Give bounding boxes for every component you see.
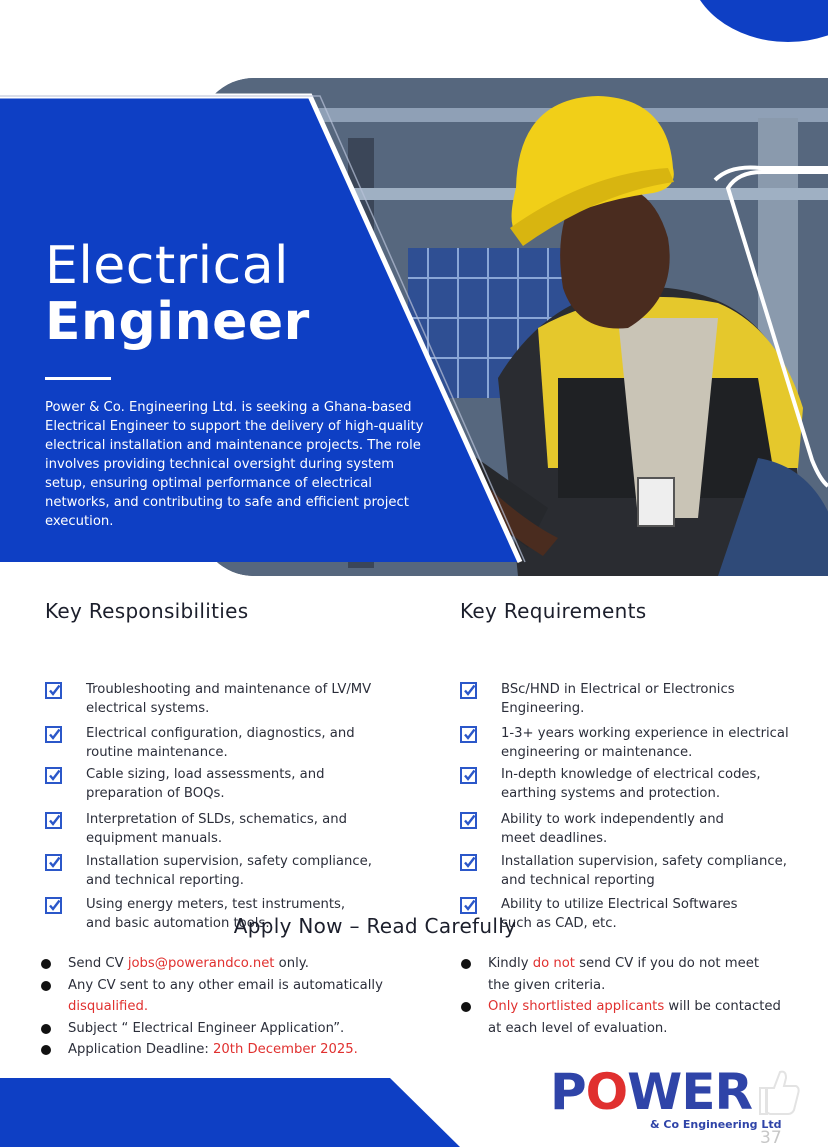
checklist-item-text: such as CAD, etc. bbox=[501, 916, 617, 931]
checklist-item-text: electrical systems. bbox=[86, 701, 210, 716]
text: at each level of evaluation. bbox=[488, 1020, 668, 1036]
checklist-item-text: Cable sizing, load assessments, and bbox=[86, 767, 325, 782]
section-title: Key Responsibilities bbox=[45, 599, 249, 623]
checkbox-checked-icon bbox=[45, 854, 62, 871]
checklist-item-text: Ability to work independently and bbox=[501, 812, 724, 827]
bullet-icon bbox=[461, 959, 471, 969]
key-responsibilities-section bbox=[45, 596, 415, 931]
intro-line: involves providing technical oversight during system bbox=[45, 457, 395, 472]
checklist-item-text: Installation supervision, safety compliance, bbox=[501, 854, 787, 869]
shortlisted-text: Only shortlisted applicants bbox=[488, 999, 665, 1014]
bullet-icon bbox=[41, 959, 51, 969]
checklist-item-text: Engineering. bbox=[501, 701, 585, 716]
bullet-icon bbox=[461, 1002, 471, 1012]
job-intro-text bbox=[45, 398, 445, 531]
job-title bbox=[45, 238, 310, 350]
checklist-item-text: Interpretation of SLDs, schematics, and bbox=[86, 812, 347, 827]
checklist-item bbox=[45, 724, 415, 762]
checklist-item bbox=[460, 852, 800, 890]
apply-title: Apply Now – Read Carefully bbox=[233, 914, 517, 938]
checklist-item-text: equipment manuals. bbox=[86, 831, 223, 846]
bullet-icon bbox=[41, 1045, 51, 1055]
checkbox-checked-icon bbox=[45, 897, 62, 914]
checkbox-checked-icon bbox=[45, 682, 62, 699]
intro-line: setup, ensuring optimal performance of electrical bbox=[45, 476, 372, 491]
list-item bbox=[40, 975, 440, 1018]
checkbox-checked-icon bbox=[460, 854, 477, 871]
checklist-item bbox=[460, 810, 800, 848]
bullet-icon bbox=[41, 981, 51, 991]
apply-instructions-left bbox=[40, 953, 440, 1061]
page-number: 37 bbox=[760, 1128, 782, 1147]
power-icon: O bbox=[585, 1063, 628, 1121]
checkbox-checked-icon bbox=[45, 767, 62, 784]
text: Application Deadline: bbox=[68, 1042, 214, 1057]
checklist-item-text: earthing systems and protection. bbox=[501, 786, 721, 801]
job-title-line-1: Electrical bbox=[45, 236, 290, 296]
section-title: Key Requirements bbox=[460, 599, 647, 623]
text: only. bbox=[274, 956, 309, 971]
text: send CV if you do not meet bbox=[574, 956, 760, 971]
checkbox-checked-icon bbox=[460, 682, 477, 699]
checklist-item-text: Ability to utilize Electrical Softwares bbox=[501, 897, 738, 912]
checklist-item-text: 1-3+ years working experience in electrical bbox=[501, 726, 789, 741]
text: will be contacted bbox=[664, 999, 781, 1014]
logo-wordmark: POWER bbox=[550, 1063, 752, 1121]
list-item bbox=[40, 953, 440, 975]
email-link[interactable]: jobs@powerandco.net bbox=[127, 956, 275, 971]
checklist-item bbox=[45, 852, 415, 890]
checkbox-checked-icon bbox=[45, 812, 62, 829]
checklist-item bbox=[460, 765, 800, 803]
text: Kindly bbox=[488, 956, 533, 971]
job-title-line-2: Engineer bbox=[45, 292, 310, 352]
subject-text: Subject “ Electrical Engineer Application”. bbox=[68, 1020, 345, 1036]
apply-instructions-right bbox=[460, 953, 800, 1039]
checklist-item bbox=[460, 724, 800, 762]
checklist-item-text: routine maintenance. bbox=[86, 745, 228, 760]
bullet-icon bbox=[41, 1024, 51, 1034]
checklist-item bbox=[460, 680, 800, 718]
list-item bbox=[460, 996, 800, 1039]
do-not-text: do not bbox=[532, 956, 575, 971]
checklist-item-text: and basic automation tools. bbox=[86, 916, 270, 931]
intro-line: electrical installation and maintenance projects. The role bbox=[45, 438, 421, 453]
checklist-item-text: Electrical configuration, diagnostics, and bbox=[86, 726, 355, 741]
deadline-date: 20th December 2025. bbox=[213, 1042, 358, 1057]
checkbox-checked-icon bbox=[460, 897, 477, 914]
key-requirements-section bbox=[460, 596, 800, 931]
checklist-item-text: meet deadlines. bbox=[501, 831, 608, 846]
checklist-item-text: Troubleshooting and maintenance of LV/MV bbox=[86, 682, 372, 697]
list-item bbox=[40, 1018, 440, 1040]
intro-line: execution. bbox=[45, 514, 114, 529]
title-underline bbox=[45, 377, 111, 380]
checkbox-checked-icon bbox=[45, 726, 62, 743]
checklist-item-text: engineering or maintenance. bbox=[501, 745, 693, 760]
intro-line: networks, and contributing to safe and efficient project bbox=[45, 495, 409, 510]
checkbox-checked-icon bbox=[460, 726, 477, 743]
list-item bbox=[40, 1039, 440, 1061]
checklist-item-text: preparation of BOQs. bbox=[86, 786, 225, 801]
text: Send CV bbox=[68, 956, 128, 971]
checklist-item bbox=[45, 680, 415, 718]
checkbox-checked-icon bbox=[460, 812, 477, 829]
list-item bbox=[460, 953, 800, 996]
checklist-item bbox=[45, 765, 415, 803]
checklist-item-text: Using energy meters, test instruments, bbox=[86, 897, 346, 912]
text: Any CV sent to any other email is automatically bbox=[68, 977, 383, 993]
checklist-item-text: Installation supervision, safety compliance, bbox=[86, 854, 372, 869]
intro-line: Electrical Engineer to support the delivery of high-quality bbox=[45, 419, 424, 434]
thumbs-up-icon bbox=[758, 1066, 800, 1116]
checklist-item-text: BSc/HND in Electrical or Electronics bbox=[501, 682, 735, 697]
checkbox-checked-icon bbox=[460, 767, 477, 784]
checklist-item-text: and technical reporting bbox=[501, 873, 655, 888]
logo-subtitle: & Co Engineering Ltd bbox=[650, 1118, 782, 1131]
checklist-item-text: and technical reporting. bbox=[86, 873, 244, 888]
checklist-item-text: In-depth knowledge of electrical codes, bbox=[501, 767, 761, 782]
intro-line: Power & Co. Engineering Ltd. is seeking a Ghana-based bbox=[45, 400, 412, 415]
checklist-item bbox=[45, 810, 415, 848]
disqualified-text: disqualified. bbox=[68, 999, 149, 1014]
text: the given criteria. bbox=[488, 977, 606, 993]
